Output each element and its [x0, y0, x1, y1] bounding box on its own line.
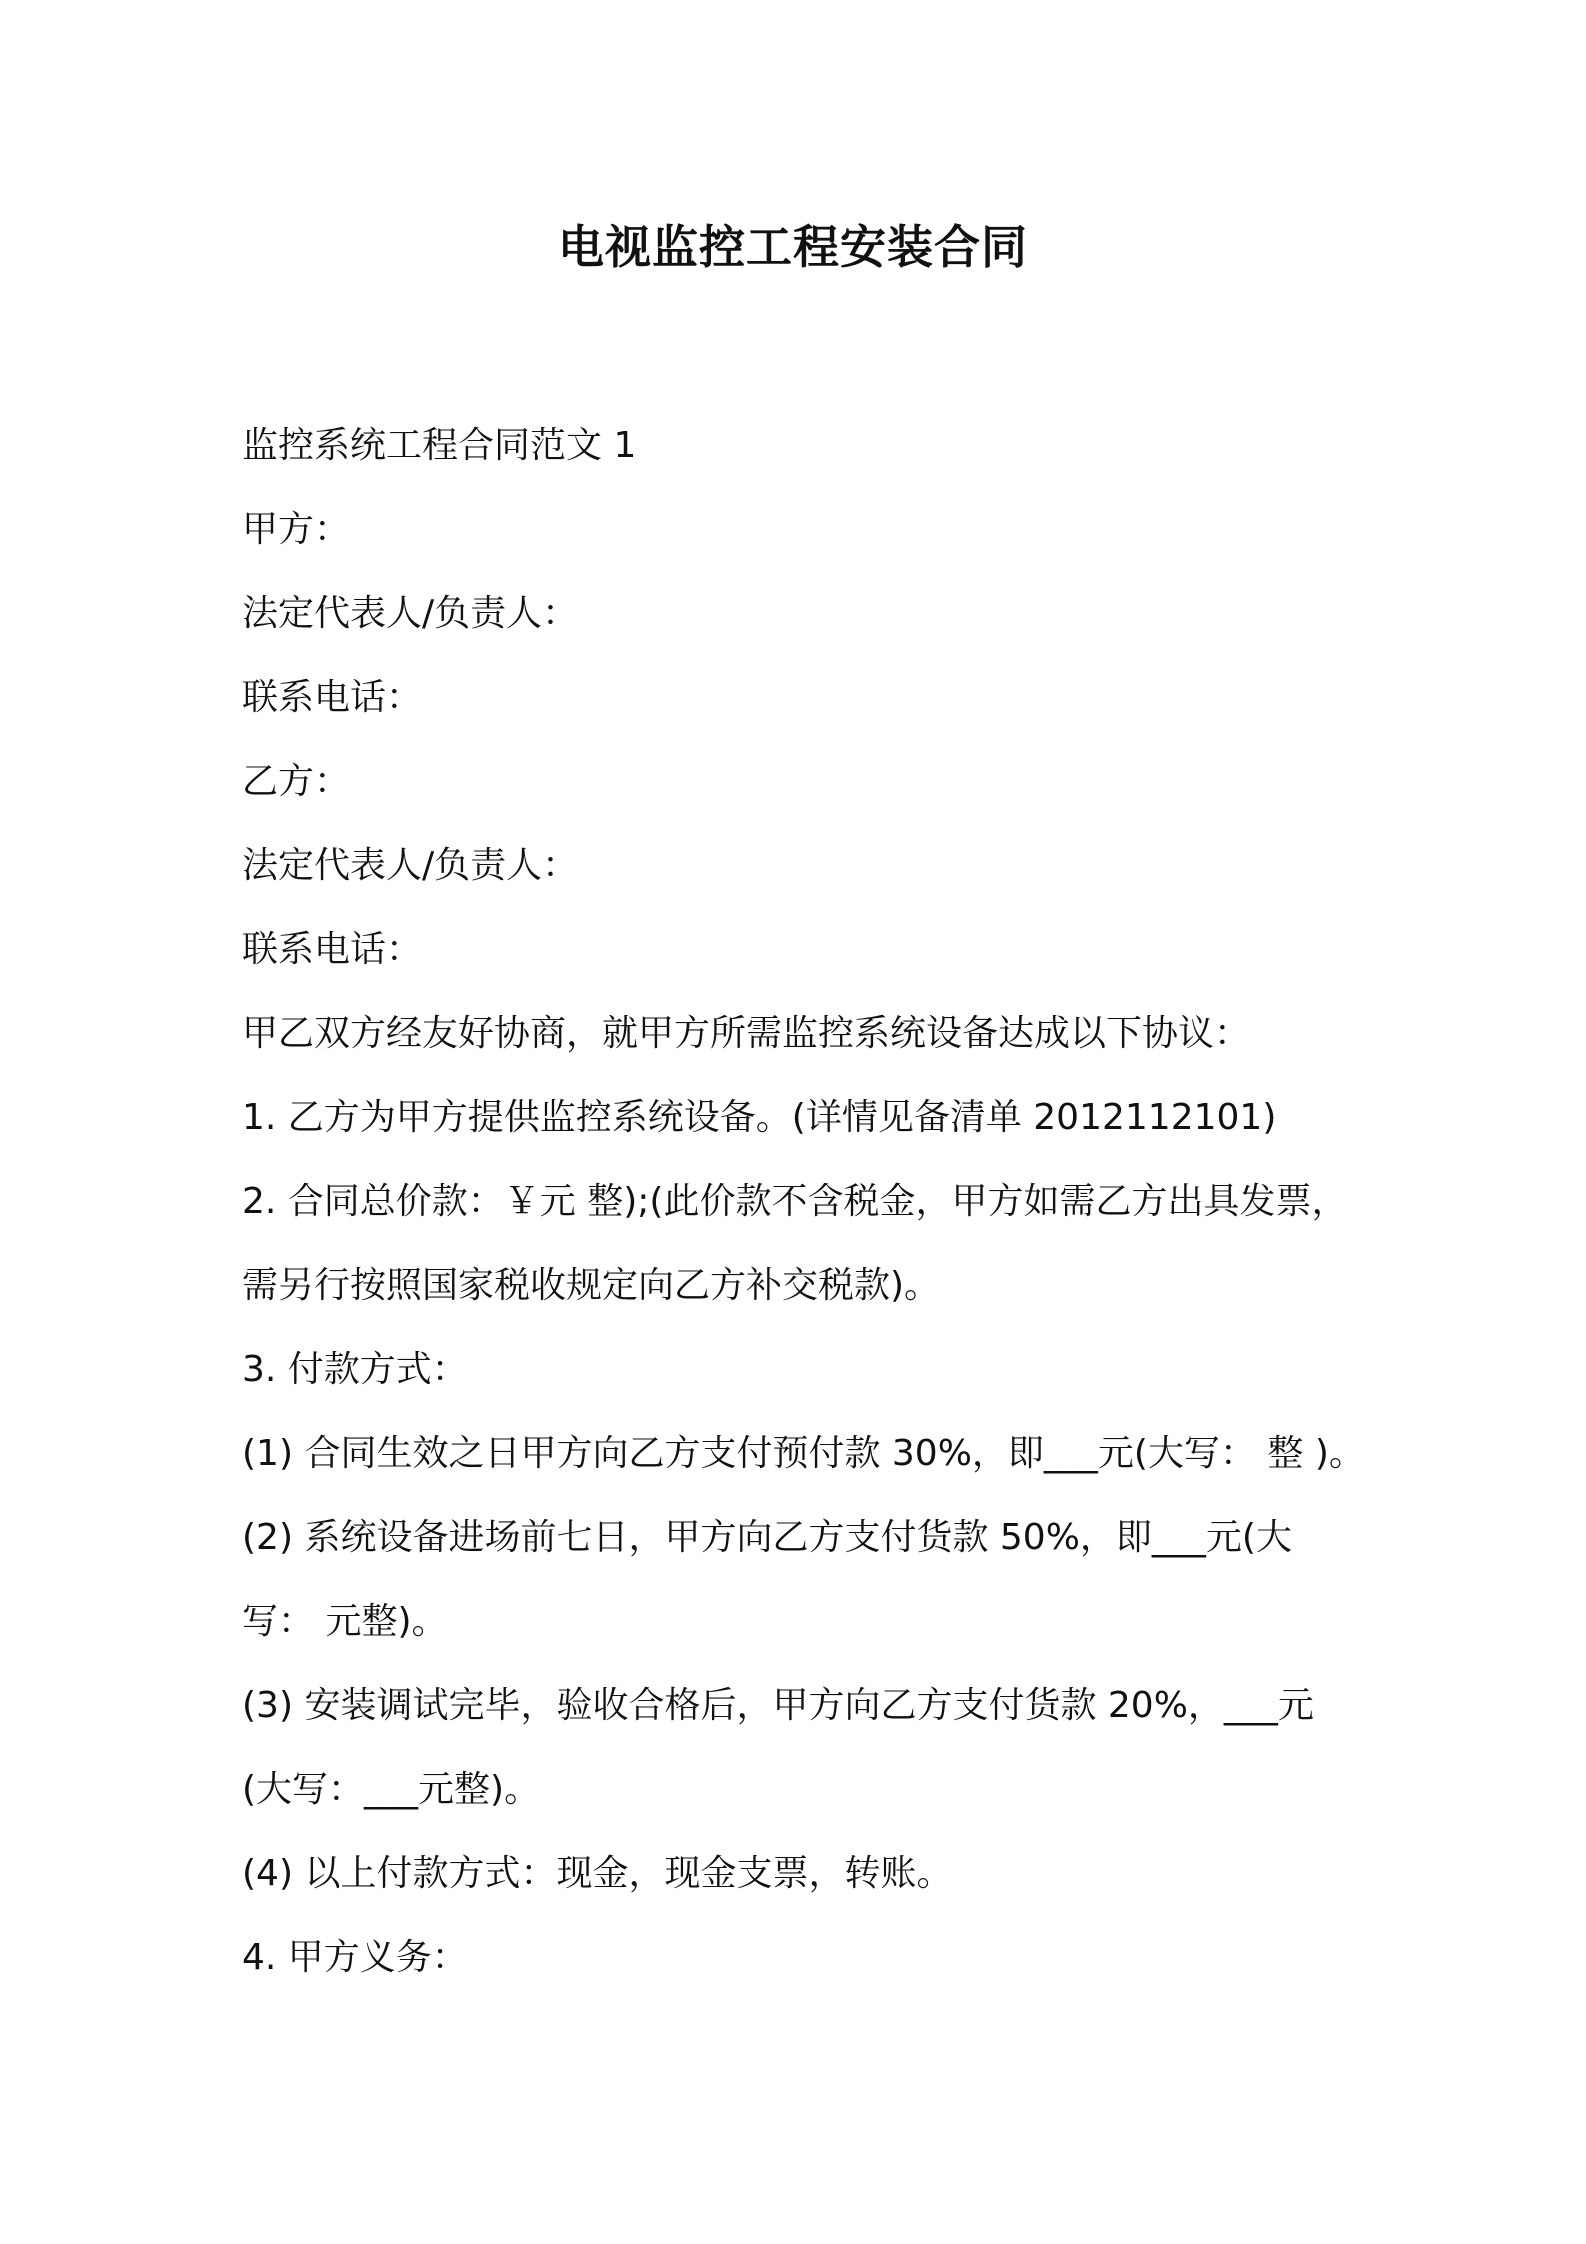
paragraph-line: 写： 元整)。 — [242, 1601, 448, 1642]
paragraph-line: 1. 乙方为甲方提供监控系统设备。(详情见备清单 2012112101) — [242, 1097, 1277, 1138]
paragraph-line: 法定代表人/负责人： — [242, 593, 579, 634]
paragraph-line: (2) 系统设备进场前七日，甲方向乙方支付货款 50%，即___元(大 — [242, 1517, 1292, 1558]
paragraph-line: (大写：___元整)。 — [242, 1769, 541, 1810]
paragraph-line: (1) 合同生效之日甲方向乙方支付预付款 30%，即___元(大写： 整 )。 — [242, 1433, 1365, 1474]
paragraph-line: 法定代表人/负责人： — [242, 845, 579, 886]
paragraph-line: 甲方： — [242, 509, 351, 550]
paragraph-line: 需另行按照国家税收规定向乙方补交税款)。 — [242, 1265, 941, 1306]
paragraph-line: 联系电话： — [242, 929, 423, 970]
paragraph-line: 乙方： — [242, 761, 351, 802]
paragraph-line: 甲乙双方经友好协商，就甲方所需监控系统设备达成以下协议： — [242, 1013, 1251, 1054]
paragraph-line: 4. 甲方义务： — [242, 1937, 468, 1978]
paragraph-line: 2. 合同总价款：￥元 整);(此价款不含税金，甲方如需乙方出具发票， — [242, 1181, 1348, 1222]
document-title: 电视监控工程安装合同 — [558, 220, 1028, 274]
paragraph-line: 联系电话： — [242, 677, 423, 718]
paragraph-line: (4) 以上付款方式：现金，现金支票，转账。 — [242, 1853, 953, 1894]
paragraph-line: 3. 付款方式： — [242, 1349, 468, 1390]
paragraph-line: (3) 安装调试完毕，验收合格后，甲方向乙方支付货款 20%，___元 — [242, 1685, 1314, 1726]
paragraph-line: 监控系统工程合同范文 1 — [242, 425, 637, 466]
document-body — [242, 404, 1372, 2000]
